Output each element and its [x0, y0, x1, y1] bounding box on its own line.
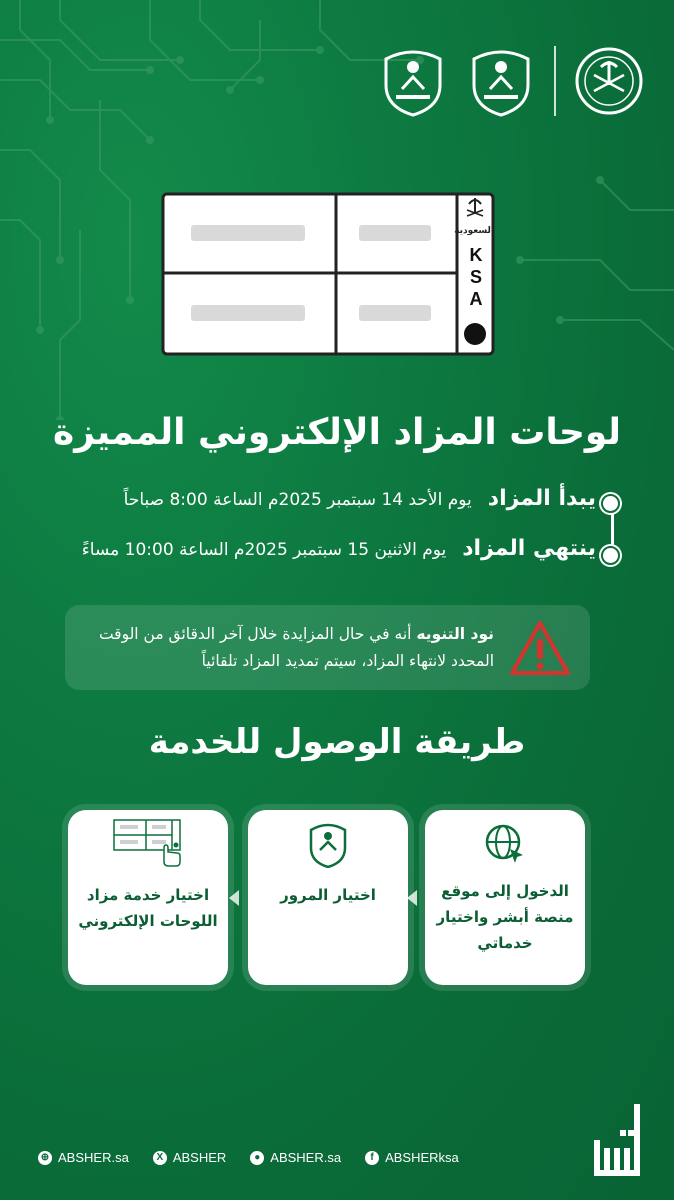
step-3-text: اختيار خدمة مزاد اللوحات الإلكتروني [78, 886, 218, 930]
license-plate-graphic [161, 192, 495, 356]
notice-text [74, 621, 494, 675]
social-facebook-label: ABSHERksa [385, 1150, 459, 1165]
x-icon: X [153, 1151, 167, 1165]
auction-start-label: يبدأ المزاد [487, 486, 596, 511]
auction-end-row [82, 536, 596, 561]
step-card-3 [68, 810, 228, 985]
traffic-police-badge-icon [378, 45, 448, 117]
arrow-icon [407, 890, 417, 906]
plate-country-ar: السعودية [454, 226, 494, 236]
government-logos [378, 45, 644, 117]
absher-logo [592, 1100, 644, 1180]
ministry-of-interior-emblem-icon [574, 45, 644, 117]
social-links [38, 1150, 459, 1165]
social-website-link[interactable] [38, 1150, 129, 1165]
logo-separator [554, 46, 556, 116]
social-x-label: ABSHER [172, 1150, 227, 1165]
globe-cursor-icon [483, 822, 527, 866]
social-facebook-link[interactable] [365, 1150, 459, 1165]
social-snapchat-link[interactable] [250, 1150, 341, 1165]
plate-tap-icon [112, 818, 186, 868]
public-security-badge-icon [466, 45, 536, 117]
step-card-2 [248, 810, 408, 985]
notice-box [65, 605, 590, 690]
notice-body: أنه في حال المزايدة خلال آخر الدقائق من الوقت المحدد لانتهاء المزاد، سيتم تمديد المزاد تلقائياً [98, 625, 494, 670]
plate-country-code [464, 244, 488, 310]
arrow-icon [229, 890, 239, 906]
step-2-text: اختيار المرور [280, 886, 376, 904]
social-snapchat-label: ABSHER.sa [270, 1150, 342, 1165]
snapchat-icon: ● [250, 1151, 264, 1165]
timeline-start-dot [601, 494, 620, 513]
auction-start-date: يوم الأحد 14 سبتمبر 2025م الساعة 8:00 صباحاً [123, 490, 472, 510]
timeline-end-dot [601, 546, 620, 565]
plate-country-code-text: KSA [469, 245, 483, 309]
social-website-label: ABSHER.sa [58, 1150, 129, 1165]
auction-end-date: يوم الاثنين 15 سبتمبر 2025م الساعة 10:00 مساءً [81, 540, 447, 560]
step-1-text: الدخول إلى موقع منصة أبشر واختيار خدماتي [436, 882, 574, 952]
auction-end-label: ينتهي المزاد [462, 536, 596, 561]
traffic-badge-icon [306, 820, 350, 868]
social-x-link[interactable] [153, 1150, 226, 1165]
step-card-1 [425, 810, 585, 985]
section-title: طريقة الوصول للخدمة [148, 722, 526, 762]
notice-bold: نود التنويه [416, 625, 494, 643]
warning-icon [508, 619, 572, 677]
page-title: لوحات المزاد الإلكتروني المميزة [52, 412, 621, 453]
auction-start-row [124, 486, 596, 511]
globe-icon: ⊕ [38, 1151, 52, 1165]
facebook-icon: f [365, 1151, 379, 1165]
